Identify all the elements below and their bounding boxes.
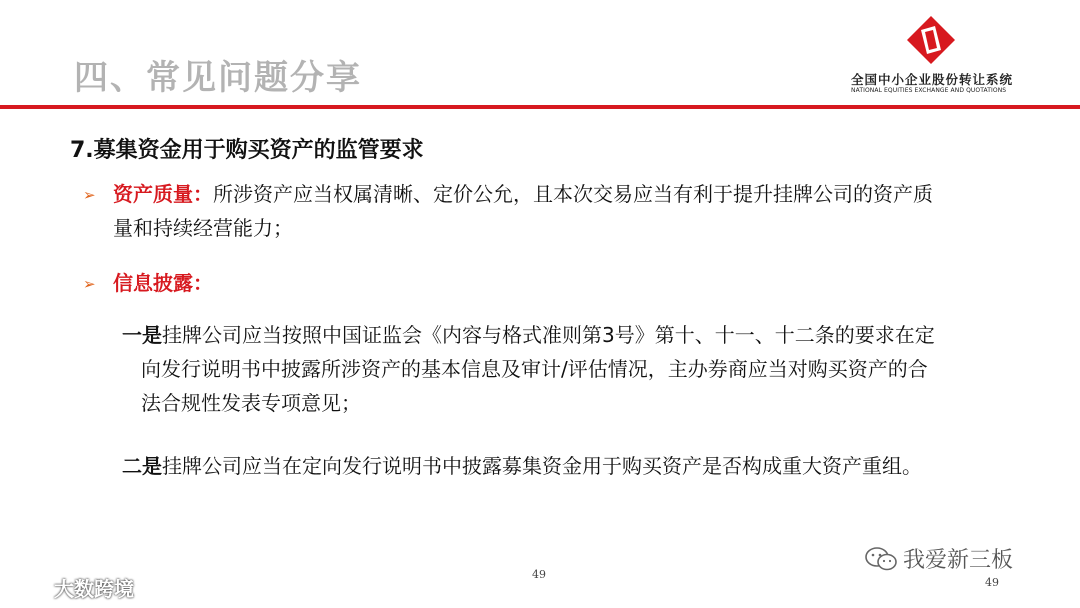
watermark-right-text: 我爱新三板 (903, 548, 1014, 573)
point-two-paragraph (122, 449, 1012, 483)
brand-logo-icon (10, 576, 50, 600)
org-name-en: NATIONAL EQUITIES EXCHANGE AND QUOTATIONS (851, 87, 1007, 94)
point-one-prefix: 一是 (122, 323, 162, 347)
asset-quality-text-line1: 所涉资产应当权属清晰、定价公允，且本次交易应当有利于提升挂牌公司的资产质 (213, 182, 933, 206)
asset-quality-paragraph (113, 177, 1013, 245)
point-one-line1: 挂牌公司应当按照中国证监会《内容与格式准则第3号》第十、十一、十二条的要求在定 (162, 323, 935, 347)
page-number: 49 (532, 568, 546, 581)
section-heading: 7.募集资金用于购买资产的监管要求 (70, 138, 424, 163)
asset-quality-label: 资产质量： (113, 182, 213, 206)
header-divider (0, 105, 1080, 109)
point-one-line3: 法合规性发表专项意见； (141, 391, 361, 415)
neeq-logo-icon (905, 14, 957, 66)
watermark-left (10, 573, 134, 602)
point-two-line1: 挂牌公司应当在定向发行说明书中披露募集资金用于购买资产是否构成重大资产重组。 (162, 454, 922, 478)
bullet-arrow-icon: ➢ (83, 186, 96, 204)
page-title: 四、常见问题分享 (74, 58, 362, 98)
watermark-wechat (865, 543, 1013, 574)
asset-quality-text-line2: 量和持续经营能力； (113, 216, 293, 240)
point-two-prefix: 二是 (122, 454, 162, 478)
point-one-paragraph (122, 318, 1012, 420)
wechat-icon (865, 546, 897, 572)
disclosure-paragraph (113, 266, 213, 300)
point-one-line2: 向发行说明书中披露所涉资产的基本信息及审计/评估情况，主办券商应当对购买资产的合 (141, 357, 928, 381)
disclosure-label: 信息披露： (113, 271, 213, 295)
bullet-arrow-icon: ➢ (83, 275, 96, 293)
org-name-cn: 全国中小企业股份转让系统 (851, 72, 1014, 87)
watermark-left-text: 大数跨境 (54, 577, 134, 601)
page-number-secondary: 49 (985, 576, 999, 589)
